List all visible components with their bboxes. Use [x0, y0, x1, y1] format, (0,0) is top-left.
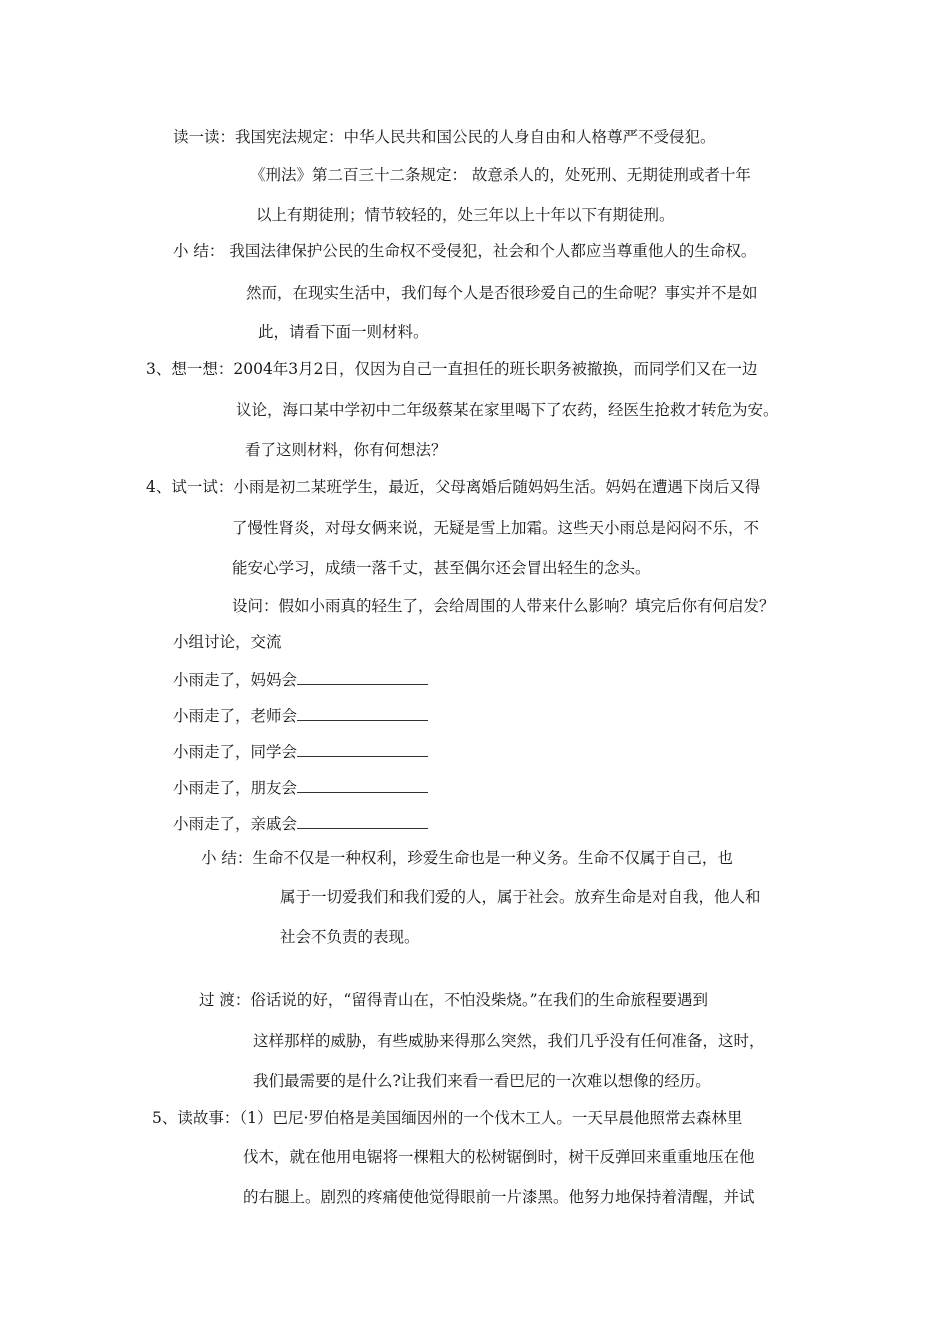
read-line-3: 以上有期徒刑；情节较轻的，处三年以上十年以下有期徒刑。 [256, 206, 675, 224]
fill-label: 小雨走了，朋友会 [173, 779, 298, 797]
story-line-3: 的右腿上。剧烈的疼痛使他觉得眼前一片漆黑。他努力地保持着清醒，并试 [243, 1188, 755, 1206]
think-line-3: 看了这则材料，你有何想法？ [245, 441, 447, 459]
transition-line-2: 这样那样的威胁，有些威胁来得那么突然，我们几乎没有任何准备，这时， [253, 1032, 765, 1050]
think-line-2: 议论，海口某中学初中二年级蔡某在家里喝下了农药，经医生抢救才转危为安。 [236, 401, 779, 419]
try-line-2: 了慢性肾炎，对母女俩来说，无疑是雪上加霜。这些天小雨总是闷闷不乐，不 [232, 519, 760, 537]
fill-blank[interactable] [297, 703, 428, 721]
fill-item-relative [173, 811, 428, 834]
fill-label: 小雨走了，同学会 [173, 743, 298, 761]
try-line-3: 能安心学习，成绩一落千丈，甚至偶尔还会冒出轻生的念头。 [232, 559, 651, 577]
summary1-line-2: 然而，在现实生活中，我们每个人是否很珍爱自己的生命呢？事实并不是如 [246, 284, 758, 302]
transition-line-1: 过 渡：俗话说的好，“留得青山在，不怕没柴烧。”在我们的生命旅程要遇到 [199, 991, 709, 1009]
summary2-line-1: 小 结：生命不仅是一种权利，珍爱生命也是一种义务。生命不仅属于自己，也 [201, 849, 733, 867]
fill-item-classmate [173, 739, 428, 762]
think-line-1: 3、想一想：2004年3月2日，仅因为自己一直担任的班长职务被撤换，而同学们又在一边 [146, 360, 758, 378]
fill-label: 小雨走了，老师会 [173, 707, 298, 725]
story-line-1: 5、读故事：（1）巴尼·罗伯格是美国缅因州的一个伐木工人。一天早晨他照常去森林里 [152, 1109, 743, 1127]
story-line-2: 伐木，就在他用电锯将一棵粗大的松树锯倒时，树干反弹回来重重地压在他 [243, 1148, 755, 1166]
fill-blank[interactable] [297, 739, 428, 757]
try-line-1: 4、试一试：小雨是初二某班学生，最近，父母离婚后随妈妈生活。妈妈在遭遇下岗后又得 [146, 478, 761, 496]
summary2-line-2: 属于一切爱我们和我们爱的人，属于社会。放弃生命是对自我，他人和 [280, 888, 761, 906]
fill-item-friend [173, 775, 428, 798]
fill-label: 小雨走了，妈妈会 [173, 671, 298, 689]
fill-item-teacher [173, 703, 428, 726]
read-line-1: 读一读：我国宪法规定：中华人民共和国公民的人身自由和人格尊严不受侵犯。 [173, 128, 716, 146]
fill-blank[interactable] [297, 775, 428, 793]
fill-item-mom [173, 667, 428, 690]
discussion-label: 小组讨论，交流 [173, 633, 282, 651]
summary1-line-1: 小 结： 我国法律保护公民的生命权不受侵犯，社会和个人都应当尊重他人的生命权。 [173, 242, 757, 260]
fill-blank[interactable] [297, 811, 428, 829]
summary1-line-3: 此，请看下面一则材料。 [258, 323, 429, 341]
transition-line-3: 我们最需要的是什么?让我们来看一看巴尼的一次难以想像的经历。 [253, 1072, 711, 1090]
fill-blank[interactable] [297, 667, 428, 685]
read-line-2: 《刑法》第二百三十二条规定： 故意杀人的，处死刑、无期徒刑或者十年 [250, 166, 751, 184]
summary2-line-3: 社会不负责的表现。 [280, 928, 420, 946]
fill-label: 小雨走了，亲戚会 [173, 815, 298, 833]
question-line: 设问：假如小雨真的轻生了，会给周围的人带来什么影响？填完后你有何启发？ [232, 597, 775, 615]
